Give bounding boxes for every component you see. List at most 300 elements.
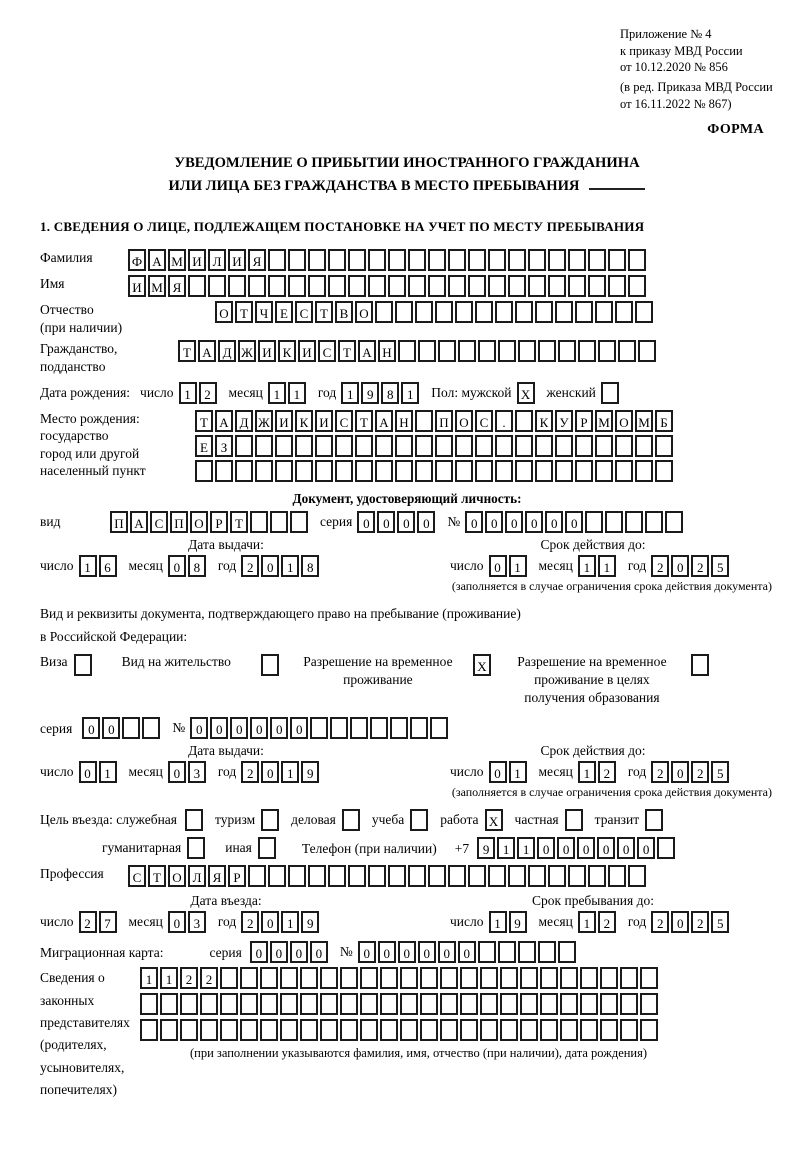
citizenship-cell[interactable]	[458, 340, 476, 362]
surname-cell[interactable]	[608, 249, 626, 271]
firstname-cell[interactable]	[548, 275, 566, 297]
profession-cell[interactable]	[528, 865, 546, 887]
profession-cell[interactable]	[388, 865, 406, 887]
firstname-cell[interactable]	[528, 275, 546, 297]
doc-number-cell[interactable]: 0	[525, 511, 543, 533]
residence-valid-month-cell[interactable]: 2	[598, 761, 616, 783]
representative-cell[interactable]	[420, 1019, 438, 1041]
purpose-study-checkbox[interactable]	[410, 809, 428, 831]
citizenship-cell[interactable]: С	[318, 340, 336, 362]
birth-place-cell[interactable]: А	[215, 410, 233, 432]
issue-year-cell[interactable]: 1	[281, 555, 299, 577]
doc-type-cell[interactable]	[290, 511, 308, 533]
temp-residence-education-checkbox[interactable]	[691, 654, 709, 676]
profession-cell[interactable]: С	[128, 865, 146, 887]
citizenship-cell[interactable]	[638, 340, 656, 362]
residence-issue-month-cell[interactable]: 0	[168, 761, 186, 783]
representative-cell[interactable]	[400, 993, 418, 1015]
citizenship-cell[interactable]: Т	[178, 340, 196, 362]
representative-cell[interactable]	[260, 993, 278, 1015]
representative-cell[interactable]	[620, 967, 638, 989]
valid-year-cell[interactable]: 2	[651, 555, 669, 577]
surname-cell[interactable]	[428, 249, 446, 271]
birth-place-cell[interactable]	[395, 435, 413, 457]
phone-digit-cell[interactable]: 0	[537, 837, 555, 859]
surname-cell[interactable]: И	[228, 249, 246, 271]
patronymic-cell[interactable]	[635, 301, 653, 323]
representative-cell[interactable]	[620, 1019, 638, 1041]
issue-year-cell[interactable]: 8	[301, 555, 319, 577]
doc-series-cell[interactable]: 0	[397, 511, 415, 533]
migration-number-cell[interactable]: 0	[398, 941, 416, 963]
profession-cell[interactable]	[348, 865, 366, 887]
residence-valid-day-cell[interactable]: 0	[489, 761, 507, 783]
firstname-cell[interactable]	[428, 275, 446, 297]
entry-year-cell[interactable]: 0	[261, 911, 279, 933]
profession-cell[interactable]	[628, 865, 646, 887]
migration-number-cell[interactable]: 0	[358, 941, 376, 963]
citizenship-cell[interactable]: Д	[218, 340, 236, 362]
issue-day-cell[interactable]: 1	[79, 555, 97, 577]
profession-cell[interactable]: Л	[188, 865, 206, 887]
representative-cell[interactable]	[420, 993, 438, 1015]
doc-number-cell[interactable]	[625, 511, 643, 533]
surname-cell[interactable]	[348, 249, 366, 271]
stay-day-cell[interactable]: 9	[509, 911, 527, 933]
doc-type-cell[interactable]: О	[190, 511, 208, 533]
doc-type-cell[interactable]: А	[130, 511, 148, 533]
birth-place-cell[interactable]	[495, 435, 513, 457]
birth-place-cell[interactable]	[515, 460, 533, 482]
birth-place-cell[interactable]: У	[555, 410, 573, 432]
birth-place-cell[interactable]	[375, 435, 393, 457]
doc-number-cell[interactable]	[585, 511, 603, 533]
birth-place-cell[interactable]: И	[275, 410, 293, 432]
migration-number-cell[interactable]	[518, 941, 536, 963]
surname-cell[interactable]	[388, 249, 406, 271]
representative-cell[interactable]	[380, 1019, 398, 1041]
firstname-cell[interactable]	[328, 275, 346, 297]
birth-place-cell[interactable]	[355, 460, 373, 482]
patronymic-cell[interactable]	[375, 301, 393, 323]
residence-issue-year-cell[interactable]: 0	[261, 761, 279, 783]
birth-place-cell[interactable]: М	[595, 410, 613, 432]
birth-place-cell[interactable]: Е	[195, 435, 213, 457]
residence-permit-checkbox[interactable]	[261, 654, 279, 676]
patronymic-cell[interactable]	[395, 301, 413, 323]
profession-cell[interactable]: О	[168, 865, 186, 887]
residence-number-cell[interactable]: 0	[250, 717, 268, 739]
residence-valid-year-cell[interactable]: 2	[691, 761, 709, 783]
representative-cell[interactable]	[480, 993, 498, 1015]
phone-digit-cell[interactable]: 9	[477, 837, 495, 859]
phone-digit-cell[interactable]: 1	[517, 837, 535, 859]
birth-place-cell[interactable]	[295, 460, 313, 482]
patronymic-cell[interactable]: Т	[235, 301, 253, 323]
purpose-business-checkbox[interactable]	[342, 809, 360, 831]
birth-place-cell[interactable]	[235, 435, 253, 457]
residence-issue-year-cell[interactable]: 2	[241, 761, 259, 783]
representative-cell[interactable]	[500, 993, 518, 1015]
patronymic-cell[interactable]	[515, 301, 533, 323]
profession-cell[interactable]	[448, 865, 466, 887]
representative-cell[interactable]	[200, 993, 218, 1015]
patronymic-cell[interactable]	[455, 301, 473, 323]
birth-place-cell[interactable]	[615, 435, 633, 457]
migration-series-cell[interactable]: 0	[250, 941, 268, 963]
phone-digit-cell[interactable]	[657, 837, 675, 859]
representative-cell[interactable]	[340, 993, 358, 1015]
firstname-cell[interactable]	[588, 275, 606, 297]
birth-place-cell[interactable]: К	[295, 410, 313, 432]
profession-cell[interactable]	[328, 865, 346, 887]
representative-cell[interactable]	[280, 993, 298, 1015]
birth-place-cell[interactable]	[575, 435, 593, 457]
residence-series-cell[interactable]	[122, 717, 140, 739]
representative-cell[interactable]	[180, 993, 198, 1015]
representative-cell[interactable]	[600, 1019, 618, 1041]
citizenship-cell[interactable]	[418, 340, 436, 362]
citizenship-cell[interactable]	[398, 340, 416, 362]
purpose-humanitarian-checkbox[interactable]	[187, 837, 205, 859]
profession-cell[interactable]	[608, 865, 626, 887]
birth-place-cell[interactable]	[495, 460, 513, 482]
birth-place-cell[interactable]	[335, 460, 353, 482]
visa-checkbox[interactable]	[74, 654, 92, 676]
representative-cell[interactable]	[360, 1019, 378, 1041]
phone-digit-cell[interactable]: 0	[637, 837, 655, 859]
birth-place-cell[interactable]: Д	[235, 410, 253, 432]
surname-cell[interactable]: Ф	[128, 249, 146, 271]
representative-cell[interactable]	[580, 1019, 598, 1041]
entry-day-cell[interactable]: 2	[79, 911, 97, 933]
representative-cell[interactable]	[320, 967, 338, 989]
representative-cell[interactable]	[320, 1019, 338, 1041]
birth-place-cell[interactable]	[415, 435, 433, 457]
residence-issue-year-cell[interactable]: 1	[281, 761, 299, 783]
birth-place-cell[interactable]: О	[615, 410, 633, 432]
residence-valid-year-cell[interactable]: 0	[671, 761, 689, 783]
profession-cell[interactable]	[248, 865, 266, 887]
representative-cell[interactable]	[560, 993, 578, 1015]
firstname-cell[interactable]: М	[148, 275, 166, 297]
birth-place-cell[interactable]	[635, 460, 653, 482]
sex-male-checkbox[interactable]: X	[517, 382, 535, 404]
birth-place-cell[interactable]	[535, 460, 553, 482]
birth-place-cell[interactable]: К	[535, 410, 553, 432]
representative-cell[interactable]	[160, 1019, 178, 1041]
doc-type-cell[interactable]: Р	[210, 511, 228, 533]
residence-issue-day-cell[interactable]: 1	[99, 761, 117, 783]
migration-series-cell[interactable]: 0	[310, 941, 328, 963]
residence-number-cell[interactable]: 0	[270, 717, 288, 739]
representative-cell[interactable]	[140, 993, 158, 1015]
surname-cell[interactable]	[328, 249, 346, 271]
doc-number-cell[interactable]	[605, 511, 623, 533]
surname-cell[interactable]	[528, 249, 546, 271]
birth-day-cell[interactable]: 2	[199, 382, 217, 404]
birth-place-cell[interactable]: М	[635, 410, 653, 432]
residence-issue-month-cell[interactable]: 3	[188, 761, 206, 783]
firstname-cell[interactable]	[628, 275, 646, 297]
phone-digit-cell[interactable]: 1	[497, 837, 515, 859]
stay-year-cell[interactable]: 0	[671, 911, 689, 933]
birth-place-cell[interactable]	[575, 460, 593, 482]
representative-cell[interactable]	[220, 967, 238, 989]
profession-cell[interactable]	[568, 865, 586, 887]
citizenship-cell[interactable]	[498, 340, 516, 362]
doc-number-cell[interactable]: 0	[545, 511, 563, 533]
birth-place-cell[interactable]: П	[435, 410, 453, 432]
birth-place-cell[interactable]	[415, 460, 433, 482]
birth-place-cell[interactable]: .	[495, 410, 513, 432]
stay-year-cell[interactable]: 2	[691, 911, 709, 933]
representative-cell[interactable]	[500, 967, 518, 989]
citizenship-cell[interactable]	[598, 340, 616, 362]
surname-cell[interactable]	[508, 249, 526, 271]
representative-cell[interactable]: 2	[200, 967, 218, 989]
birth-place-cell[interactable]: С	[335, 410, 353, 432]
citizenship-cell[interactable]: Ж	[238, 340, 256, 362]
representative-cell[interactable]	[600, 967, 618, 989]
birth-place-cell[interactable]	[375, 460, 393, 482]
residence-number-cell[interactable]: 0	[290, 717, 308, 739]
birth-place-cell[interactable]	[475, 460, 493, 482]
firstname-cell[interactable]	[228, 275, 246, 297]
citizenship-cell[interactable]	[578, 340, 596, 362]
citizenship-cell[interactable]	[538, 340, 556, 362]
patronymic-cell[interactable]: Ч	[255, 301, 273, 323]
firstname-cell[interactable]	[568, 275, 586, 297]
residence-number-cell[interactable]: 0	[210, 717, 228, 739]
stay-month-cell[interactable]: 2	[598, 911, 616, 933]
representative-cell[interactable]	[520, 967, 538, 989]
residence-number-cell[interactable]: 0	[230, 717, 248, 739]
patronymic-cell[interactable]: В	[335, 301, 353, 323]
birth-place-cell[interactable]: Б	[655, 410, 673, 432]
entry-day-cell[interactable]: 7	[99, 911, 117, 933]
patronymic-cell[interactable]: О	[355, 301, 373, 323]
representative-cell[interactable]: 1	[140, 967, 158, 989]
firstname-cell[interactable]: И	[128, 275, 146, 297]
patronymic-cell[interactable]: Е	[275, 301, 293, 323]
residence-series-cell[interactable]: 0	[82, 717, 100, 739]
migration-number-cell[interactable]: 0	[378, 941, 396, 963]
birth-place-cell[interactable]: Ж	[255, 410, 273, 432]
citizenship-cell[interactable]	[558, 340, 576, 362]
representative-cell[interactable]	[380, 967, 398, 989]
doc-series-cell[interactable]: 0	[417, 511, 435, 533]
representative-cell[interactable]	[340, 1019, 358, 1041]
valid-year-cell[interactable]: 5	[711, 555, 729, 577]
birth-place-cell[interactable]: А	[375, 410, 393, 432]
issue-day-cell[interactable]: 6	[99, 555, 117, 577]
profession-cell[interactable]	[508, 865, 526, 887]
migration-number-cell[interactable]: 0	[458, 941, 476, 963]
surname-cell[interactable]	[588, 249, 606, 271]
residence-number-cell[interactable]	[370, 717, 388, 739]
firstname-cell[interactable]	[488, 275, 506, 297]
migration-number-cell[interactable]	[498, 941, 516, 963]
profession-cell[interactable]: Т	[148, 865, 166, 887]
issue-year-cell[interactable]: 2	[241, 555, 259, 577]
representative-cell[interactable]	[520, 993, 538, 1015]
representative-cell[interactable]	[480, 967, 498, 989]
firstname-cell[interactable]	[448, 275, 466, 297]
representative-cell[interactable]	[500, 1019, 518, 1041]
entry-year-cell[interactable]: 9	[301, 911, 319, 933]
birth-month-cell[interactable]: 1	[268, 382, 286, 404]
birth-place-cell[interactable]	[315, 435, 333, 457]
profession-cell[interactable]	[268, 865, 286, 887]
firstname-cell[interactable]	[468, 275, 486, 297]
profession-cell[interactable]	[588, 865, 606, 887]
patronymic-cell[interactable]: О	[215, 301, 233, 323]
purpose-private-checkbox[interactable]	[565, 809, 583, 831]
entry-year-cell[interactable]: 1	[281, 911, 299, 933]
doc-type-cell[interactable]: Т	[230, 511, 248, 533]
residence-issue-day-cell[interactable]: 0	[79, 761, 97, 783]
firstname-cell[interactable]	[408, 275, 426, 297]
doc-number-cell[interactable]: 0	[505, 511, 523, 533]
doc-number-cell[interactable]	[665, 511, 683, 533]
birth-year-cell[interactable]: 9	[361, 382, 379, 404]
representative-cell[interactable]	[280, 1019, 298, 1041]
doc-type-cell[interactable]	[250, 511, 268, 533]
surname-cell[interactable]	[288, 249, 306, 271]
surname-cell[interactable]	[628, 249, 646, 271]
representative-cell[interactable]	[280, 967, 298, 989]
firstname-cell[interactable]	[288, 275, 306, 297]
birth-day-cell[interactable]: 1	[179, 382, 197, 404]
representative-cell[interactable]	[240, 993, 258, 1015]
representative-cell[interactable]	[380, 993, 398, 1015]
representative-cell[interactable]	[440, 967, 458, 989]
surname-cell[interactable]	[568, 249, 586, 271]
residence-valid-year-cell[interactable]: 2	[651, 761, 669, 783]
patronymic-cell[interactable]	[495, 301, 513, 323]
entry-month-cell[interactable]: 3	[188, 911, 206, 933]
migration-number-cell[interactable]	[538, 941, 556, 963]
doc-series-cell[interactable]: 0	[357, 511, 375, 533]
patronymic-cell[interactable]: С	[295, 301, 313, 323]
representative-cell[interactable]	[640, 1019, 658, 1041]
representative-cell[interactable]	[460, 993, 478, 1015]
surname-cell[interactable]: М	[168, 249, 186, 271]
valid-year-cell[interactable]: 2	[691, 555, 709, 577]
temp-residence-checkbox[interactable]: X	[473, 654, 491, 676]
residence-number-cell[interactable]	[350, 717, 368, 739]
citizenship-cell[interactable]: К	[278, 340, 296, 362]
doc-number-cell[interactable]	[645, 511, 663, 533]
residence-number-cell[interactable]	[410, 717, 428, 739]
representative-cell[interactable]	[600, 993, 618, 1015]
birth-place-cell[interactable]	[255, 460, 273, 482]
citizenship-cell[interactable]	[518, 340, 536, 362]
representative-cell[interactable]	[340, 967, 358, 989]
birth-place-cell[interactable]	[595, 435, 613, 457]
firstname-cell[interactable]	[388, 275, 406, 297]
birth-place-cell[interactable]	[235, 460, 253, 482]
residence-number-cell[interactable]	[390, 717, 408, 739]
profession-cell[interactable]	[308, 865, 326, 887]
representative-cell[interactable]	[260, 967, 278, 989]
birth-place-cell[interactable]	[555, 460, 573, 482]
citizenship-cell[interactable]: А	[198, 340, 216, 362]
surname-cell[interactable]: Я	[248, 249, 266, 271]
birth-place-cell[interactable]	[275, 435, 293, 457]
birth-place-cell[interactable]: Т	[355, 410, 373, 432]
surname-cell[interactable]	[368, 249, 386, 271]
firstname-cell[interactable]	[248, 275, 266, 297]
surname-cell[interactable]	[468, 249, 486, 271]
birth-place-cell[interactable]	[475, 435, 493, 457]
residence-series-cell[interactable]	[142, 717, 160, 739]
patronymic-cell[interactable]	[435, 301, 453, 323]
issue-year-cell[interactable]: 0	[261, 555, 279, 577]
representative-cell[interactable]	[620, 993, 638, 1015]
birth-place-cell[interactable]: О	[455, 410, 473, 432]
doc-type-cell[interactable]	[270, 511, 288, 533]
birth-place-cell[interactable]	[515, 435, 533, 457]
citizenship-cell[interactable]	[618, 340, 636, 362]
profession-cell[interactable]	[548, 865, 566, 887]
representative-cell[interactable]	[200, 1019, 218, 1041]
representative-cell[interactable]	[440, 993, 458, 1015]
residence-number-cell[interactable]	[330, 717, 348, 739]
representative-cell[interactable]	[240, 967, 258, 989]
doc-type-cell[interactable]: С	[150, 511, 168, 533]
representative-cell[interactable]	[300, 1019, 318, 1041]
birth-year-cell[interactable]: 1	[341, 382, 359, 404]
surname-cell[interactable]: А	[148, 249, 166, 271]
representative-cell[interactable]	[180, 1019, 198, 1041]
birth-place-cell[interactable]	[655, 460, 673, 482]
birth-place-cell[interactable]	[455, 460, 473, 482]
purpose-tourism-checkbox[interactable]	[261, 809, 279, 831]
representative-cell[interactable]	[480, 1019, 498, 1041]
birth-year-cell[interactable]: 8	[381, 382, 399, 404]
stay-day-cell[interactable]: 1	[489, 911, 507, 933]
representative-cell[interactable]: 2	[180, 967, 198, 989]
birth-place-cell[interactable]: Т	[195, 410, 213, 432]
representative-cell[interactable]	[360, 993, 378, 1015]
purpose-official-checkbox[interactable]	[185, 809, 203, 831]
doc-type-cell[interactable]: П	[170, 511, 188, 533]
phone-digit-cell[interactable]: 0	[577, 837, 595, 859]
birth-place-cell[interactable]	[295, 435, 313, 457]
representative-cell[interactable]	[260, 1019, 278, 1041]
birth-place-cell[interactable]	[595, 460, 613, 482]
valid-year-cell[interactable]: 0	[671, 555, 689, 577]
profession-cell[interactable]: Я	[208, 865, 226, 887]
representative-cell[interactable]	[300, 993, 318, 1015]
stay-year-cell[interactable]: 5	[711, 911, 729, 933]
representative-cell[interactable]	[440, 1019, 458, 1041]
firstname-cell[interactable]: Я	[168, 275, 186, 297]
migration-number-cell[interactable]: 0	[418, 941, 436, 963]
purpose-other-checkbox[interactable]	[258, 837, 276, 859]
valid-day-cell[interactable]: 0	[489, 555, 507, 577]
birth-place-cell[interactable]	[635, 435, 653, 457]
migration-series-cell[interactable]: 0	[290, 941, 308, 963]
firstname-cell[interactable]	[188, 275, 206, 297]
purpose-work-checkbox[interactable]: X	[485, 809, 503, 831]
residence-series-cell[interactable]: 0	[102, 717, 120, 739]
representative-cell[interactable]	[420, 967, 438, 989]
profession-cell[interactable]: Р	[228, 865, 246, 887]
phone-digit-cell[interactable]: 0	[617, 837, 635, 859]
